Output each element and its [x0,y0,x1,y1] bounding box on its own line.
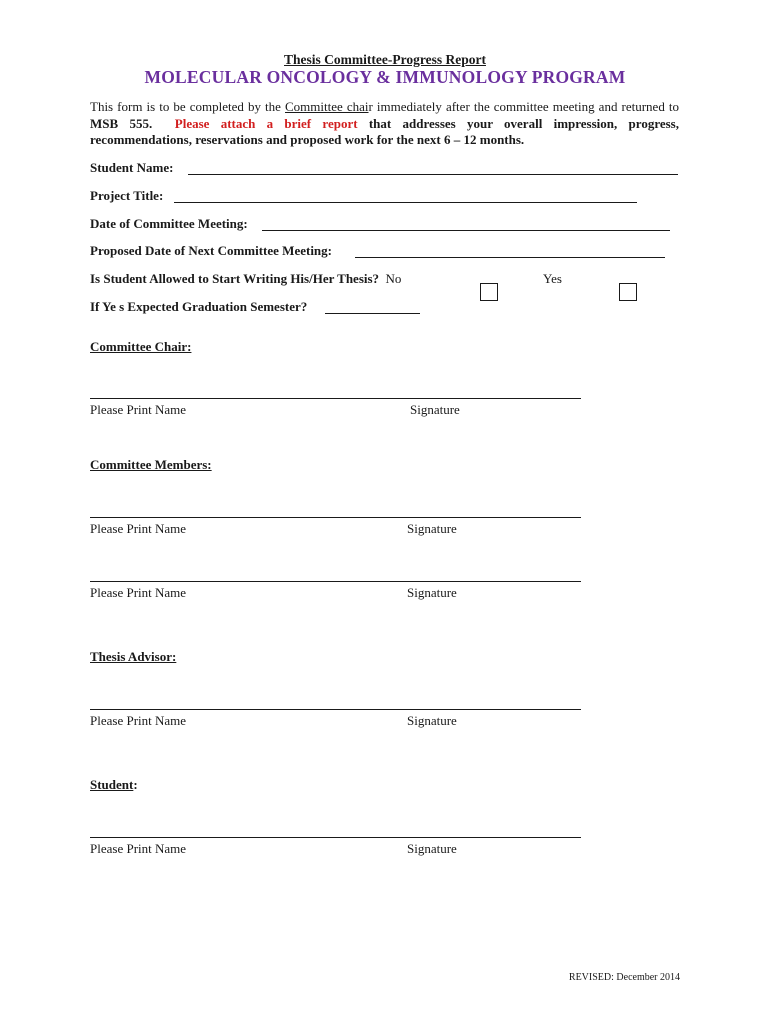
committee-chair-heading [90,339,191,355]
intro-text-1: This form is to be completed by the [90,99,286,114]
thesis-advisor-heading [90,649,176,665]
form-title: Thesis Committee-Progress Report [284,52,486,67]
intro-text-2: r immediately after the committee meeting and returned to [368,99,679,114]
thesis-advisor-heading-text: Thesis Advisor: [90,649,177,664]
program-title: MOLECULAR ONCOLOGY & IMMUNOLOGY PROGRAM [144,67,626,87]
student-heading [90,777,138,793]
signature-label: Signature [407,713,457,728]
next-meeting-label: Proposed Date of Next Committee Meeting: [90,243,332,258]
project-title-field[interactable] [174,202,637,203]
print-name-label: Please Print Name [90,841,187,856]
student-heading-colon: : [133,777,138,792]
attach-report-notice: Please attach a brief report [174,115,358,131]
yes-checkbox[interactable] [619,283,637,301]
signature-label: Signature [407,521,457,536]
room-number: MSB 555. [90,115,153,131]
yes-option-label: Yes [543,271,562,286]
committee-members-heading [90,457,212,473]
student-heading-text: Student [90,777,134,792]
instructions-paragraph [90,99,679,149]
thesis-advisor-signature-line[interactable] [90,709,581,710]
print-name-label: Please Print Name [90,585,187,600]
committee-chair-signature-line[interactable] [90,398,581,399]
signature-label: Signature [407,585,457,600]
meeting-date-field[interactable] [262,230,670,231]
project-title-label: Project Title: [90,188,164,203]
committee-chair-heading-text: Committee Chair: [90,339,192,354]
print-name-label: Please Print Name [90,521,187,536]
print-name-label: Please Print Name [90,402,187,417]
signature-label: Signature [407,841,457,856]
meeting-date-label: Date of Committee Meeting: [90,216,248,231]
graduation-semester-label: If Ye s Expected Graduation Semester? [90,299,308,314]
graduation-semester-field[interactable] [325,313,420,314]
committee-chair-text: Committee chai [285,99,369,114]
signature-label: Signature [410,402,460,417]
intro-text-3: that addresses your overall impression, progress, recommendations, reservations and proposed work for the next 6 – 12 months. [90,115,679,147]
student-signature-line[interactable] [90,837,581,838]
next-meeting-field[interactable] [355,257,665,258]
committee-members-heading-text: Committee Members: [90,457,212,472]
revision-date: REVISED: December 2014 [568,972,680,983]
committee-member-2-signature-line[interactable] [90,581,581,582]
student-name-field[interactable] [188,174,678,175]
no-checkbox[interactable] [480,283,498,301]
student-name-label: Student Name: [90,160,174,175]
writing-thesis-question [90,271,401,287]
no-option-label: No [385,271,402,286]
print-name-label: Please Print Name [90,713,187,728]
committee-member-1-signature-line[interactable] [90,517,581,518]
writing-thesis-question-text: Is Student Allowed to Start Writing His/Her Thesis? [90,271,380,286]
